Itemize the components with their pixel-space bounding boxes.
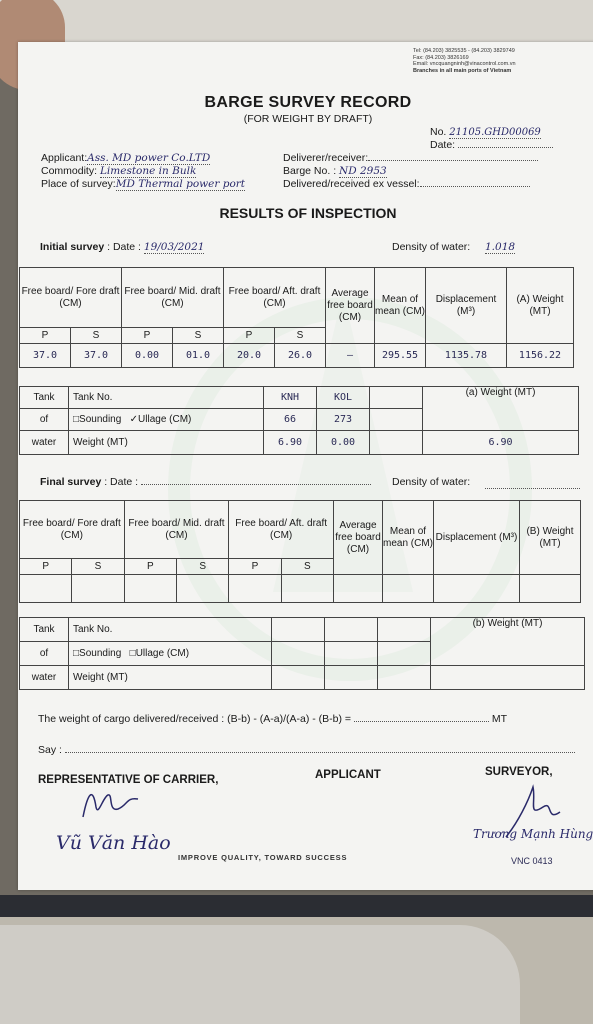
cloth — [0, 925, 520, 1024]
carrier-name: Vũ Văn Hào — [56, 832, 171, 854]
initial-draft-values: 37.0 37.0 0.00 01.0 20.0 26.0 — 295.55 1135.78 1156.22 — [20, 344, 574, 368]
survey-sheet — [18, 42, 593, 890]
cargo-weight-formula: The weight of cargo delivered/received : (B-b) - (A-a)/(A-a) - (B-b) = MT — [38, 713, 508, 725]
commodity-line: Commodity: Limestone in Bulk — [41, 165, 197, 177]
record-number: No. 21105.GHD00069 — [430, 126, 541, 138]
final-draft-table: Free board/ Fore draft (CM) Free board/ Mid. draft (CM) Free board/ Aft. draft (CM) Average free board (CM) Mean of mean (CM) Displacement (M³) (B) Weight (MT) P S P S P S — [19, 500, 581, 603]
initial-draft-table: Free board/ Fore draft (CM) Free board/ Mid. draft (CM) Free board/ Aft. draft (CM) Average free board (CM) Mean of mean (CM) Displacement (M³) (A) Weight (MT) P S P S P S 37.0 37.0 0.00 01.0 20.0 26.0 — 295.55 1135.78 1156.22 — [19, 267, 574, 368]
company-contact: Tel: (84.203) 3825535 - (84.203) 3829749 Fax: (84.203) 3826169 Email: vncquangninh@vinacontrol.com.vn Branches in all main ports of Vietnam — [413, 48, 516, 74]
final-tank-table: Tank Tank No. (b) Weight (MT) of □Sounding □Ullage (CM) water Weight (MT) — [19, 617, 585, 690]
vessel-line: Delivered/received ex vessel: — [283, 178, 558, 190]
document-title: BARGE SURVEY RECORD — [204, 94, 412, 111]
applicant-line: Applicant:Ass. MD power Co.LTD — [41, 152, 211, 164]
carrier-signature — [78, 787, 148, 822]
surveyor-label: SURVEYOR, — [485, 766, 553, 778]
initial-tank-table: Tank Tank No. KNH KOL (a) Weight (MT) of □Sounding ✓Ullage (CM) 66 273 water Weight (MT) 6.90 0.00 6.90 — [19, 386, 579, 455]
applicant-label: APPLICANT — [315, 769, 381, 781]
record-date: Date: — [430, 139, 580, 151]
barge-line: Barge No. : ND 2953 — [283, 165, 387, 177]
carrier-label: REPRESENTATIVE OF CARRIER, — [38, 774, 219, 786]
initial-survey-line: Initial survey : Date : 19/03/2021 Density of water: 1.018 — [40, 241, 516, 253]
surveyor-name: Trương Mạnh Hùng — [473, 827, 593, 841]
final-survey-line: Final survey : Date : Density of water: — [40, 476, 580, 488]
document-subtitle: (FOR WEIGHT BY DRAFT) — [243, 113, 373, 125]
clipboard-edge — [0, 895, 593, 917]
surveyor-code: VNC 0413 — [511, 856, 553, 866]
company-slogan: IMPROVE QUALITY, TOWARD SUCCESS — [178, 853, 348, 862]
say-line: Say : — [38, 744, 593, 756]
results-heading: RESULTS OF INSPECTION — [219, 205, 397, 221]
place-line: Place of survey:MD Thermal power port — [41, 178, 246, 190]
deliverer-line: Deliverer/receiver: — [283, 152, 558, 164]
